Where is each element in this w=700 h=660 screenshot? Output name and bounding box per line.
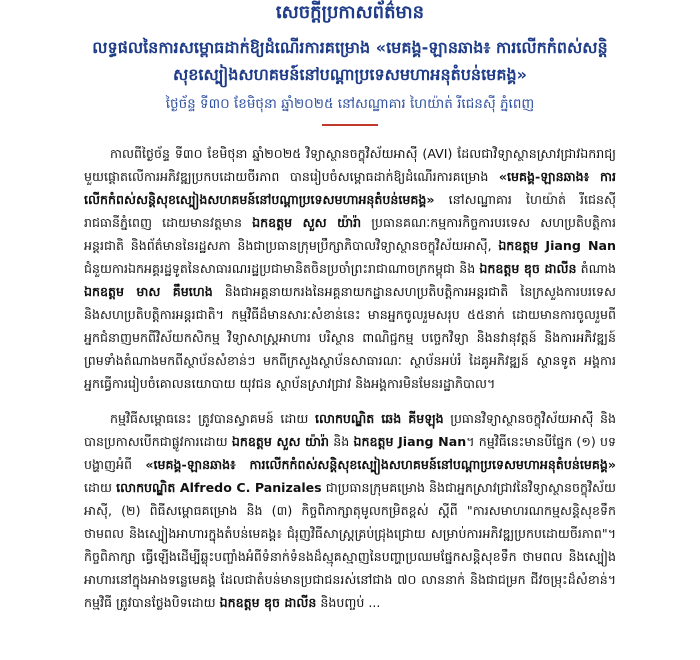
text-run: ប្រធានវិទ្យាស្ថានចក្ខុវិស័យអាស៊ី និងបានប្រកាសបើកជាផ្លូវការដោយ: [84, 411, 616, 449]
text-run: និងបញ្ចប់ ...: [316, 595, 381, 610]
title-divider: [322, 124, 378, 126]
text-run: កម្មវិធីសម្ពោធនេះ ត្រូវបានស្វាគមន៍ ដោយ: [110, 411, 315, 426]
document-subtitle: លទ្ធផលនៃការសម្ពោធដាក់ឱ្យដំណើរការគម្រោង «មេគង្គ-ឡានឆាង៖ ការលើកកំពស់សន្តិសុខស្បៀងសហគមន៍នៅបណ្តាប្រទេសមហាអនុតំបន់មេគង្គ»: [92, 38, 608, 84]
text-run: ។ កម្មវិធីនេះមានបីផ្នែក (១) បទបង្ហាញអំពី: [84, 434, 616, 472]
bold-run: ឯកឧត្តម មាស គឹមហេង: [84, 284, 213, 299]
text-run: ជាប្រធានក្រុមគម្រោង និងជាអ្នកស្រាវជ្រាវនៃវិទ្យាស្ថានចក្ខុវិស័យអាស៊ី, (២) ពិធីសម្ពោធគម្រោង និង (៣) កិច្ចពិភាក្សាតុមូលកម្រិតខ្ពស់ ស្តីពី "ការសមាហរណកម្មសន្តិសុខទឹក ថាមពល និងស្បៀងអាហារក្នុងតំបន់មេគង្គ៖ ជំរុញវិធីសាស្ត្រគ្រប់ជ្រុងជ្រោយ សម្រាប់ការអភិវឌ្ឍប្រកបដោយចីរភាព"។ កិច្ចពិភាក្សា ធ្វើឡើងដើម្បីឆ្លុះបញ្ចាំងអំពីទំនាក់ទំនងដ៏ស្មុគស្មាញនៃបញ្ហាប្រឈមផ្នែកសន្តិសុខទឹក ថាមពល និងស្បៀងអាហារនៅក្នុងអាងទន្លេមេគង្គ ដែលជាតំបន់មានប្រជាជនរស់នៅជាង ៧០ លាននាក់ និងជាជម្រក ជីវចម្រុះដ៏សំខាន់។ កម្មវិធី ត្រូវបានថ្លែងបិទដោយ: [84, 480, 616, 610]
text-run: កាលពីថ្ងៃច័ន្ទ ទី៣០ ខែមិថុនា ឆ្នាំ២០២៥ វិទ្យាស្ថានចក្ខុវិស័យអាស៊ី (AVI) ដែលជាវិទ្យាស្ថានស្រាវជ្រាវឯករាជ្យ មួយផ្តោតលើការអភិវឌ្ឍប្រកបដោយចីរភាព បានរៀបចំសម្ពោធដាក់ឱ្យដំណើរការគម្រោង: [84, 146, 616, 184]
bold-run: ឯកឧត្តម ឌុច ដាលីន: [219, 595, 317, 610]
bold-run: លោកបណ្ឌិត ឆេង គីមឡុង: [314, 411, 444, 426]
body-text: [84, 142, 616, 614]
text-run: និងជាអគ្គនាយករងនៃអគ្គនាយកដ្ឋានសហប្រតិបត្តិការអន្តរជាតិ នៃក្រសួងការបរទេស និងសហប្រតិបត្តិការអន្តរជាតិ។ កម្មវិធីដ៏មានសារៈសំខាន់នេះ មានអ្នកចូលរួមសរុប ៥៥នាក់ ដោយមានការចូលរួមពីអ្នកជំនាញមកពីវិស័យកសិកម្ម វិទ្យាសាស្ត្រអាហារ បរិស្ថាន ពាណិជ្ជកម្ម បច្ចេកវិទ្យា និងនវានុវត្តន៍ និងការអភិវឌ្ឍន៍ ព្រមទាំងតំណាងមកពីស្ថាប័នសំខាន់ៗ មកពីក្រសួងស្ថាប័នសាធារណៈ ស្ថាប័នអប់រំ ដៃគូអភិវឌ្ឍន៍ ស្ថានទូត អង្គការ អ្នកធ្វើការរៀបចំគោលនយោបាយ យុវជន ស្ថាប័នស្រាវជ្រាវ និងអង្គការមិនមែនរដ្ឋាភិបាល។: [84, 284, 616, 391]
text-run: ជំនួយការឯកអគ្គរដ្ឋទូតនៃសាធារណរដ្ឋប្រជាមានិតចិនប្រចាំព្រះរាជាណាចក្រកម្ពុជា និង: [84, 261, 480, 276]
bold-run: ឯកឧត្តម Jiang Nan: [498, 238, 616, 253]
text-run: នៅសណ្ឋាគារ ហៃយ៉ាត់ រីជេនស៊ី រាជធានីភ្នំពេញ ដោយមានវត្តមាន: [84, 192, 616, 230]
bold-run: លោកបណ្ឌិត Alfredo C. Panizales: [116, 480, 322, 495]
paragraph: [84, 407, 616, 614]
bold-run: ឯកឧត្តម ឌុច ដាលីន: [479, 261, 577, 276]
text-run: តំណាង: [576, 261, 616, 276]
text-run: ដោយ: [84, 480, 117, 495]
bold-run: «មេគង្គ-ឡានឆាង៖ ការលើកកំពស់សន្តិសុខស្បៀងសហគមន៍នៅបណ្តាប្រទេសមហាអនុតំបន់មេគង្គ»: [145, 457, 616, 472]
text-run: និង: [329, 434, 354, 449]
bold-run: «មេគង្គ-ឡានឆាង៖ ការលើកកំពស់សន្តិសុខស្បៀងសហគមន៍នៅបណ្តាប្រទេសមហាអនុតំបន់មេគង្គ»: [84, 169, 616, 207]
bold-run: ឯកឧត្តម សួស យ៉ារ៉ា: [231, 434, 330, 449]
document-title: សេចក្តីប្រកាសព័ត៌មាន: [275, 2, 425, 23]
dateline: ថ្ងៃច័ន្ទ ទី៣០ ខែមិថុនា ឆ្នាំ២០២៥ នៅសណ្ឋាគារ ហៃយ៉ាត់ រីជេនស៊ី ភ្នំពេញ: [165, 96, 535, 112]
bold-run: ឯកឧត្តម សួស យ៉ារ៉ា: [252, 215, 362, 230]
text-run: ប្រធានគណៈកម្មការកិច្ចការបរទេស សហប្រតិបត្តិការអន្តរជាតិ និងព័ត៌មាននៃរដ្ឋសភា និងជាប្រធានក្រុមប្រឹក្សាភិបាលវិទ្យាស្ថានចក្ខុវិស័យអាស៊ី,: [84, 215, 616, 253]
paragraph: [84, 142, 616, 395]
bold-run: ឯកឧត្តម Jiang Nan: [353, 434, 467, 449]
